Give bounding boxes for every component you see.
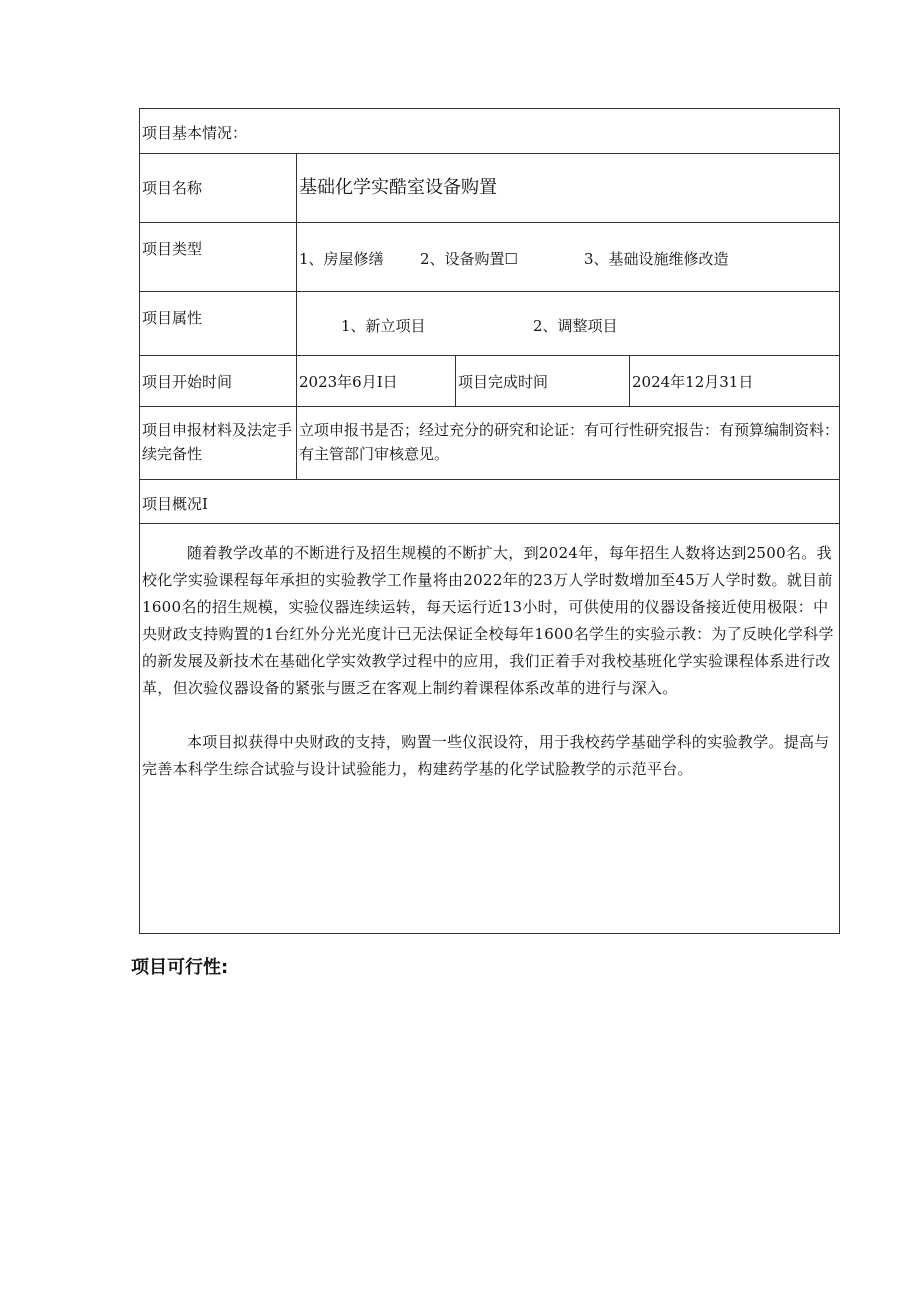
project-name-label: 项目名称 — [142, 179, 203, 197]
section-title: 项目基本情况： — [142, 124, 248, 142]
overview-label: 项目概况I — [142, 495, 208, 513]
schedule-row — [140, 356, 839, 407]
overview-paragraph-1: 随着教学改革的不断进行及招生规模的不断扩大，到2024年，每年招生人数将达到2500名。我校化学实验课程每年承担的实验教学工作量将由2022年的23万人学时数增加至45万人学时数。就目前1600名的招生规模，实验仪器连续运转，每天运行近13小时，可供使用的仪器设备接近使用极限：中央财政支持购置的1台红外分光光度计已无法保证全校每年1600名学生的实验示教：为了反映化学科学的新发展及新技术在基础化学实效教学过程中的应用，我们正着手对我校基班化学实验课程体系进行改革，但次验仪器设备的紧张与匮乏在客观上制约着课程体系改革的进行与深入。 — [142, 544, 834, 697]
project-attr-options — [296, 292, 839, 355]
project-type-options — [296, 223, 839, 291]
type-option-equipment: 2、设备购置☐ — [420, 250, 518, 268]
project-attr-row — [140, 292, 839, 356]
materials-label: 项目申报材料及法定手续完备性 — [142, 421, 293, 463]
type-option-infrastructure: 3、基础设施维修改造 — [584, 250, 729, 268]
start-time-value: 2023年6月I日 — [296, 356, 455, 406]
end-time-value: 2024年12月31日 — [629, 356, 839, 406]
attr-option-adjust: 2、调整项目 — [533, 317, 618, 335]
overview-paragraph-2: 本项目拟获得中央财政的支持，购置一些仪泯设符，用于我校药学基础学科的实验教学。提高与完善本科学生综合试验与设计试验能力，构建药学基的化学试脸教学的示范平台。 — [142, 733, 830, 778]
materials-row — [140, 407, 839, 480]
project-name-row — [140, 154, 839, 223]
overview-body — [140, 524, 839, 933]
project-type-row — [140, 223, 839, 292]
type-option-renovation: 1、房屋修缮 — [299, 250, 384, 268]
feasibility-heading: 项目可行性: — [131, 957, 229, 978]
start-time-label: 项目开始时间 — [142, 373, 233, 391]
project-name-value: 基础化学实酷室设备购置 — [296, 154, 839, 222]
materials-value: 立项申报书是否；经过充分的研究和论证：有可行性研究报告：有预算编制资料：有主管部门审核意见。 — [296, 407, 839, 479]
attr-option-new: 1、新立项目 — [341, 317, 426, 335]
project-table — [139, 108, 840, 934]
end-time-label: 项目完成时间 — [455, 356, 629, 406]
section-header-row — [140, 109, 839, 154]
project-attr-label: 项目属性 — [142, 309, 203, 327]
project-type-label: 项目类型 — [142, 240, 203, 258]
overview-label-row — [140, 480, 839, 524]
